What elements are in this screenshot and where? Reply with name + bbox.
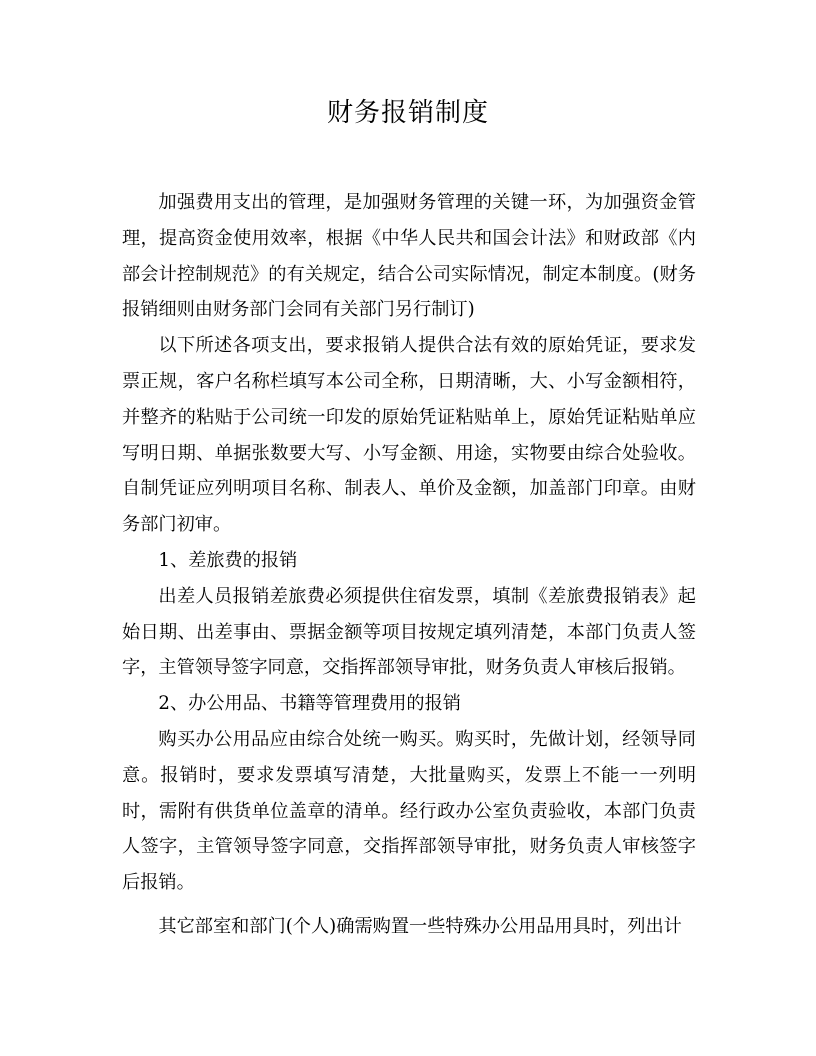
section-heading-office-supplies: 2、办公用品、书籍等管理费用的报销 <box>158 693 461 715</box>
document-body <box>122 185 696 945</box>
document-title: 财务报销制度 <box>326 98 489 128</box>
paragraph-requirements: 以下所述各项支出，要求报销人提供合法有效的原始凭证，要求发票正规，客户名称栏填写本公司全称，日期清晰，大、小写金额相符，并整齐的粘贴于公司统一印发的原始凭证粘贴单上，原始凭证粘贴单应写明日期、单据张数要大写、小写金额、用途，实物要由综合处验收。自制凭证应列明项目名称、制表人、单价及金额，加盖部门印章。由财务部门初审。 <box>122 335 696 536</box>
paragraph-travel: 出差人员报销差旅费必须提供住宿发票，填制《差旅费报销表》起始日期、出差事由、票据金额等项目按规定填列清楚，本部门负责人签字，主管领导签字同意，交指挥部领导审批，财务负责人审核后报销。 <box>122 585 696 679</box>
paragraph-other-departments: 其它部室和部门(个人)确需购置一些特殊办公用品用具时，列出计 <box>158 915 682 937</box>
paragraph-office-supplies: 购买办公用品应由综合处统一购买。购买时，先做计划，经领导同意。报销时，要求发票填写清楚，大批量购买，发票上不能一一列明时，需附有供货单位盖章的清单。经行政办公室负责验收，本部门负责人签字，主管领导签字同意，交指挥部领导审批，财务负责人审核签字后报销。 <box>122 728 696 894</box>
section-heading-travel: 1、差旅费的报销 <box>158 549 298 571</box>
paragraph-intro: 加强费用支出的管理，是加强财务管理的关键一环，为加强资金管理，提高资金使用效率，根据《中华人民共和国会计法》和财政部《内部会计控制规范》的有关规定，结合公司实际情况，制定本制度。(财务报销细则由财务部门会同有关部门另行制订) <box>122 192 696 321</box>
